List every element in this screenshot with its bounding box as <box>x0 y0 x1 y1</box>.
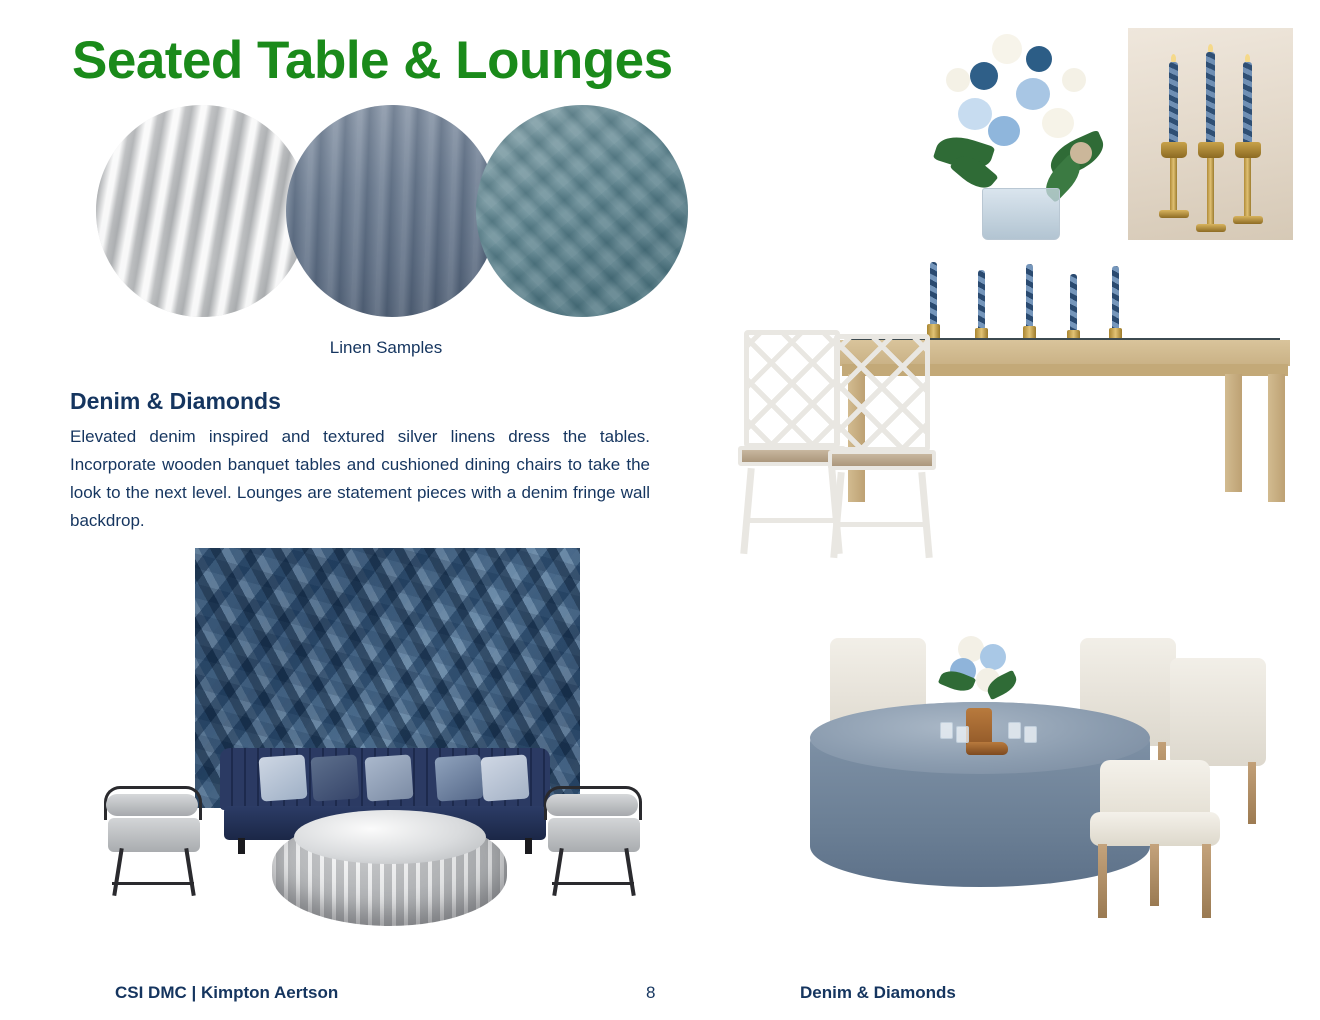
table-leg-right <box>1268 374 1285 502</box>
upholstered-chair-front <box>1090 760 1220 920</box>
section-body-text: Elevated denim inspired and textured silver linens dress the tables. Incorporate wooden banquet tables and cushioned dining chairs to take the look to the next level. Lounges are statement pieces with a denim fringe wall backdrop. <box>70 427 650 530</box>
linen-swatch-silver <box>96 105 308 317</box>
glass-cylinder-vase <box>982 188 1060 240</box>
page-number: 8 <box>646 983 656 1002</box>
footer-theme-name: Denim & Diamonds <box>800 983 956 1002</box>
linen-swatch-teal <box>476 105 688 317</box>
floral-centerpiece-image <box>930 20 1115 240</box>
table-leg-mid <box>1225 374 1242 492</box>
brass-candlestick-photo <box>1128 28 1293 240</box>
lounge-scene-image <box>90 548 670 948</box>
linen-swatch-denim <box>286 105 498 317</box>
round-table-scene-image <box>790 610 1290 930</box>
linen-samples-caption: Linen Samples <box>329 338 443 357</box>
lattice-dining-chair-front <box>828 334 938 559</box>
accent-armchair-left <box>100 770 208 900</box>
page-title: Seated Table & Lounges <box>72 31 673 90</box>
banquet-table-scene-image <box>730 262 1295 582</box>
silver-ottoman-top <box>294 810 486 864</box>
footer-client-name: CSI DMC | Kimpton Aertson <box>115 983 339 1002</box>
accent-armchair-right <box>540 770 648 900</box>
linen-swatch-group <box>96 105 676 320</box>
section-heading: Denim & Diamonds <box>70 388 281 414</box>
